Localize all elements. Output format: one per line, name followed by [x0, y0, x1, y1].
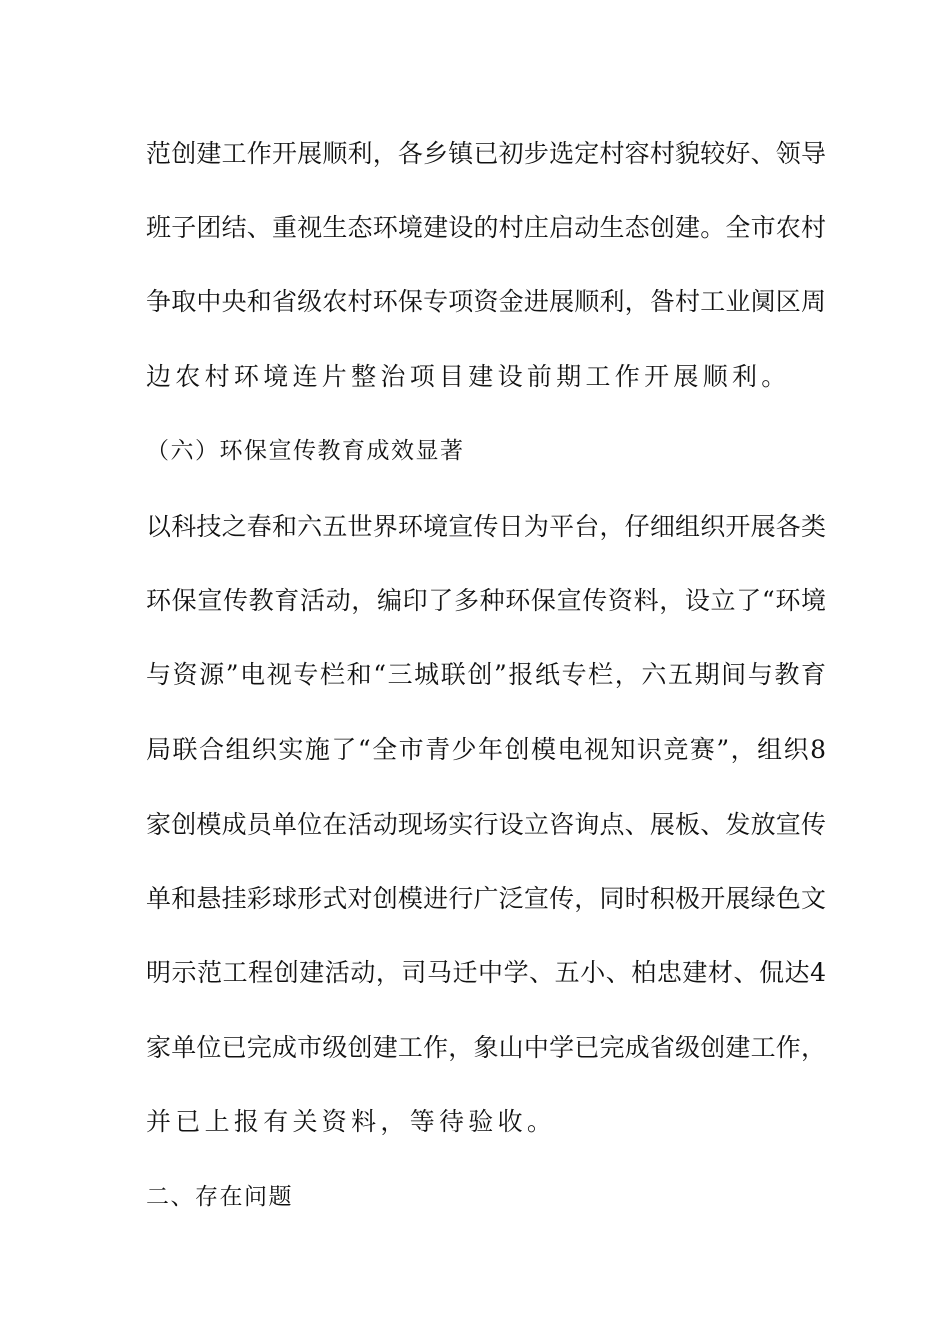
paragraph-line: 边农村环境连片整治项目建设前期工作开展顺利。	[146, 362, 791, 391]
paragraph-line: 局联合组织实施了“全市青少年创模电视知识竞赛”，组织8	[146, 735, 826, 764]
paragraph-line: 以科技之春和六五世界环境宣传日为平台，仔细组织开展各类	[146, 512, 826, 541]
paragraph-line: 争取中央和省级农村环保专项资金进展顺利，昝村工业阒区周	[146, 287, 826, 316]
paragraph-line: 与资源”电视专栏和“三城联创”报纸专栏，六五期间与教育	[146, 660, 826, 689]
paragraph-line: 班子团结、重视生态环境建设的村庄启动生态创建。全市农村	[146, 213, 826, 242]
paragraph-line: 单和悬挂彩球形式对创模进行广泛宣传，同时积极开展绿色文	[146, 884, 826, 913]
paragraph-line: 并已上报有关资料，等待验收。	[146, 1107, 557, 1136]
section-heading: （六）环保宣传教育成效显著	[146, 438, 465, 464]
paragraph-line: 范创建工作开展顺利，各乡镇已初步选定村容村貌较好、领导	[146, 139, 826, 168]
paragraph-line: 环保宣传教育活动，编印了多种环保宣传资料，设立了“环境	[146, 586, 826, 615]
paragraph-line: 明示范工程创建活动，司马迁中学、五小、柏忠建材、侃达4	[146, 958, 826, 987]
paragraph-line: 家单位已完成市级创建工作，象山中学已完成省级创建工作，	[146, 1033, 826, 1062]
paragraph-line: 家创模成员单位在活动现场实行设立咨询点、展板、发放宣传	[146, 810, 826, 839]
section-heading: 二、存在问题	[146, 1184, 293, 1210]
